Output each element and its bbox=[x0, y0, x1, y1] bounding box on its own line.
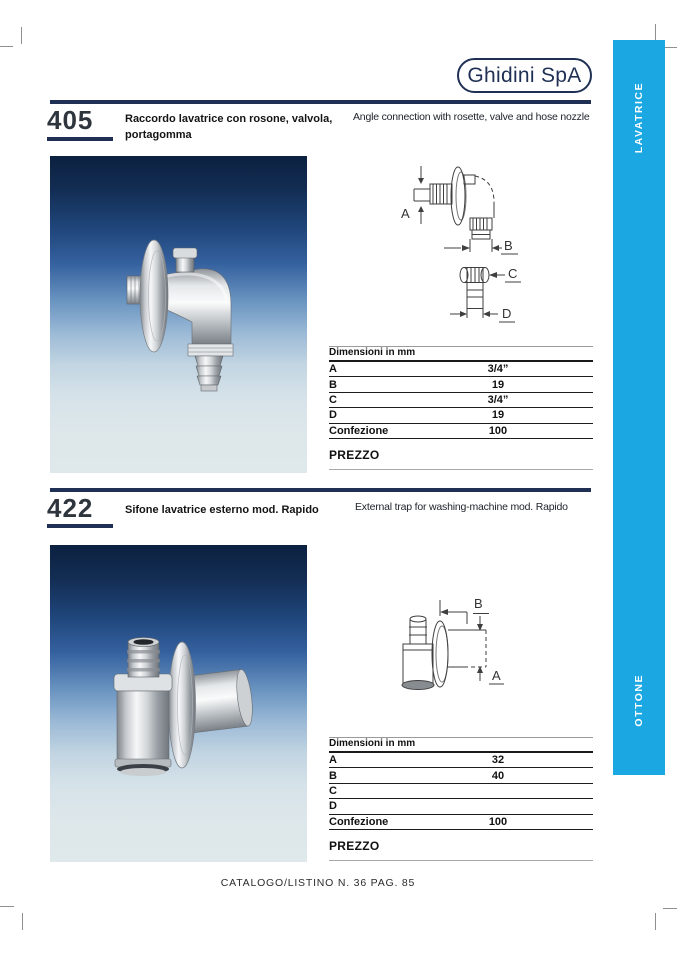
header-rule bbox=[50, 100, 591, 104]
row-label: C bbox=[329, 784, 337, 797]
technical-drawing-405 bbox=[388, 156, 560, 332]
dim-label-b: B bbox=[504, 238, 513, 253]
product-title-en: Angle connection with rosette, valve and hose nozzle bbox=[353, 111, 590, 123]
row-label: B bbox=[329, 769, 337, 782]
sidebar-label-lavatrice: LAVATRICE bbox=[633, 82, 645, 154]
row-value: 100 bbox=[488, 815, 508, 828]
product-code: 405 bbox=[47, 105, 94, 135]
row-label: Confezione bbox=[329, 815, 389, 828]
table-row bbox=[329, 784, 593, 799]
dim-label-b: B bbox=[474, 596, 483, 611]
table-row bbox=[329, 815, 593, 830]
crop-mark bbox=[21, 27, 22, 44]
table-header: Dimensioni in mm bbox=[329, 346, 593, 362]
dim-label-c: C bbox=[508, 266, 518, 281]
crop-mark bbox=[655, 913, 656, 930]
section-divider bbox=[50, 488, 591, 492]
table-row bbox=[329, 799, 593, 814]
sidebar-label-ottone: OTTONE bbox=[633, 673, 645, 727]
sidebar-tab bbox=[613, 40, 665, 775]
row-value: 40 bbox=[491, 769, 505, 782]
product-code: 422 bbox=[47, 493, 94, 523]
dimensions-table-422 bbox=[329, 737, 593, 861]
table-bottom-rule bbox=[329, 469, 593, 470]
product-title-it: Raccordo lavatrice con rosone, valvola, portagomma bbox=[125, 113, 333, 141]
product-title-it: Sifone lavatrice esterno mod. Rapido bbox=[125, 504, 319, 516]
table-header: Dimensioni in mm bbox=[329, 737, 593, 753]
crop-mark bbox=[0, 906, 14, 907]
row-value: 3/4” bbox=[487, 363, 509, 376]
row-value: 19 bbox=[491, 378, 505, 391]
brand-name: Ghidini SpA bbox=[467, 63, 582, 87]
crop-mark bbox=[0, 46, 13, 47]
row-value: 100 bbox=[488, 424, 508, 437]
row-value: 3/4” bbox=[487, 393, 509, 406]
row-value: 19 bbox=[491, 409, 505, 422]
table-row bbox=[329, 393, 593, 408]
product-photo-422 bbox=[50, 545, 307, 862]
table-row bbox=[329, 377, 593, 392]
row-label: Confezione bbox=[329, 424, 389, 437]
crop-mark bbox=[663, 47, 677, 48]
table-row bbox=[329, 424, 593, 439]
technical-drawing-422 bbox=[392, 586, 560, 731]
product-code-underline bbox=[47, 524, 113, 528]
price-label: PREZZO bbox=[329, 447, 380, 462]
dimensions-table-405 bbox=[329, 346, 593, 470]
brand-logo bbox=[457, 58, 592, 93]
table-bottom-rule bbox=[329, 860, 593, 861]
row-label: D bbox=[329, 800, 337, 813]
table-row bbox=[329, 408, 593, 423]
dim-label-a: A bbox=[401, 206, 410, 221]
price-label: PREZZO bbox=[329, 838, 380, 853]
dim-label-a: A bbox=[492, 668, 501, 683]
table-row bbox=[329, 362, 593, 377]
row-label: B bbox=[329, 378, 337, 391]
drawing-arrowheads bbox=[440, 609, 483, 673]
product-code-underline bbox=[47, 137, 113, 141]
crop-mark bbox=[663, 908, 677, 909]
product-title-en: External trap for washing-machine mod. Rapido bbox=[355, 501, 568, 513]
drawing-lines bbox=[402, 600, 504, 690]
row-label: A bbox=[329, 363, 337, 376]
table-row bbox=[329, 753, 593, 768]
row-label: D bbox=[329, 409, 337, 422]
product-photo-405 bbox=[50, 156, 307, 473]
row-label: A bbox=[329, 754, 337, 767]
dim-label-d: D bbox=[502, 306, 512, 321]
footer-text: CATALOGO/LISTINO N. 36 PAG. 85 bbox=[220, 877, 416, 889]
table-row bbox=[329, 768, 593, 783]
crop-mark bbox=[655, 24, 656, 41]
row-value: 32 bbox=[491, 754, 505, 767]
crop-mark bbox=[22, 913, 23, 930]
row-label: C bbox=[329, 393, 337, 406]
